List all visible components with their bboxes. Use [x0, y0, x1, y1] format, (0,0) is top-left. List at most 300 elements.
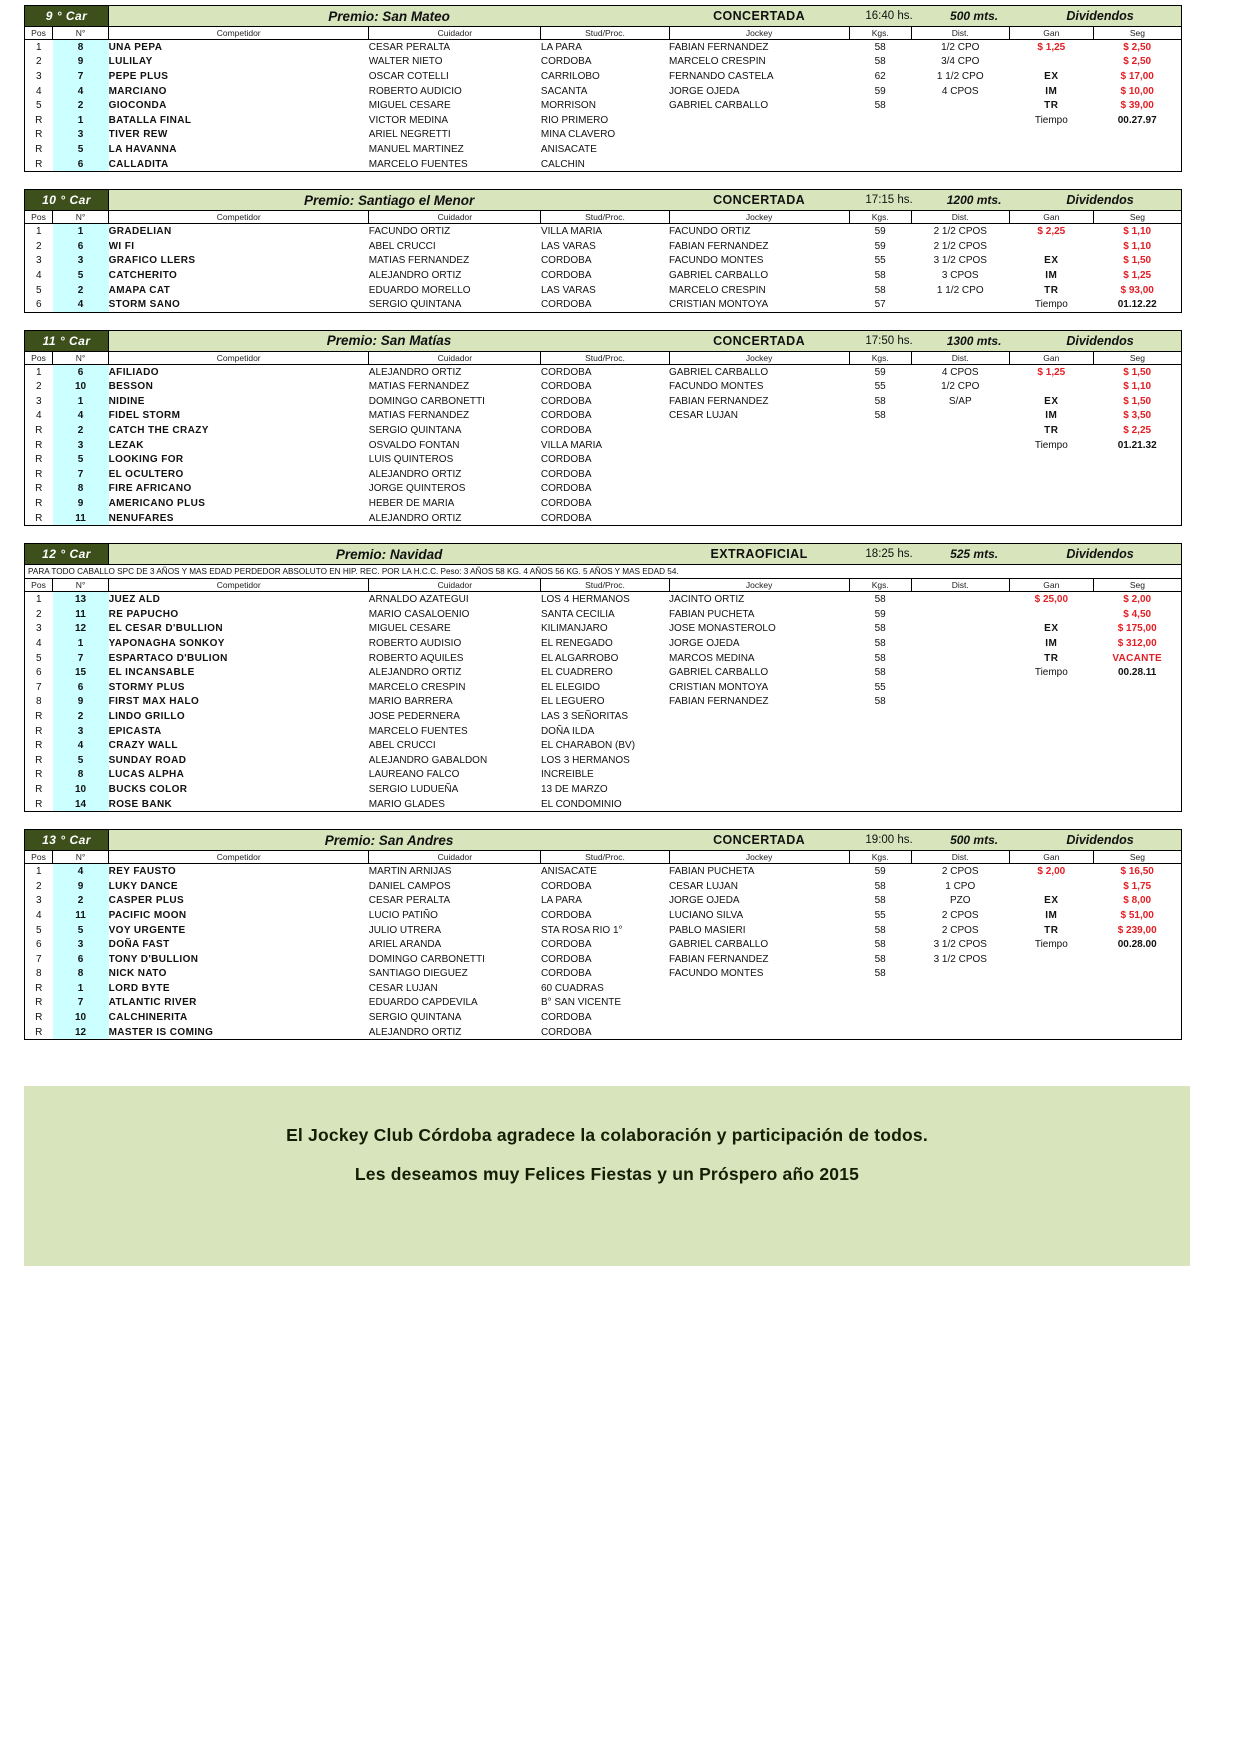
- column-header: Cuidador: [369, 851, 541, 864]
- jockey-cell: [669, 467, 849, 482]
- trainer-cell: EDUARDO CAPDEVILA: [368, 997, 478, 1009]
- weight-cell: 59: [874, 85, 886, 97]
- jockey-cell: [669, 511, 849, 526]
- stud-cell: MORRISON: [540, 100, 596, 112]
- column-header: Dist.: [911, 211, 1009, 224]
- gan-dividend-cell: IM: [1045, 85, 1058, 97]
- pos-cell: R: [35, 468, 43, 480]
- trainer-cell: MATIAS FERNANDEZ: [368, 410, 470, 422]
- horse-name-cell: MASTER IS COMING: [108, 1026, 214, 1038]
- race-conditions-note: PARA TODO CABALLO SPC DE 3 AÑOS Y MAS EDAD PERDEDOR ABSOLUTO EN HIP. REC. POR LA H.C.C. Peso: 3 AÑOS 58 KG. 4 AÑOS 56 KG. 5 AÑOS Y MAS EDAD 54.: [25, 565, 1182, 579]
- trainer-cell: DANIEL CAMPOS: [368, 880, 451, 892]
- jockey-cell: [669, 157, 849, 172]
- result-row: [25, 738, 1182, 753]
- result-row: [25, 709, 1182, 724]
- horse-number-cell: 3: [53, 937, 109, 952]
- race-tables-container: [24, 5, 1240, 1040]
- horse-name-cell: NICK NATO: [108, 968, 167, 980]
- weight-cell: [849, 482, 911, 497]
- jockey-cell: JACINTO ORTIZ: [669, 594, 745, 606]
- pos-cell: 7: [35, 681, 42, 693]
- race-table-11: [24, 330, 1182, 527]
- gan-dividend-cell: [1009, 482, 1093, 497]
- pos-cell: R: [35, 754, 43, 766]
- column-header: Seg: [1093, 579, 1181, 592]
- result-row: [25, 438, 1182, 453]
- seg-dividend-cell: [1093, 695, 1181, 710]
- weight-cell: 58: [874, 284, 886, 296]
- stud-cell: CORDOBA: [540, 410, 592, 422]
- gan-dividend-cell: IM: [1045, 638, 1058, 650]
- margin-cell: 3 1/2 CPOS: [933, 255, 987, 267]
- horse-number-cell: 2: [53, 283, 109, 298]
- stud-cell: CORDOBA: [540, 953, 592, 965]
- pos-cell: 1: [35, 866, 42, 878]
- jockey-cell: [669, 768, 849, 783]
- gan-dividend-cell: [1009, 1010, 1093, 1025]
- trainer-cell: ALEJANDRO ORTIZ: [368, 366, 462, 378]
- weight-cell: [849, 423, 911, 438]
- weight-cell: 62: [874, 70, 886, 82]
- pos-cell: R: [35, 454, 43, 466]
- weight-cell: 58: [874, 410, 886, 422]
- stud-cell: EL ALGARROBO: [540, 652, 619, 664]
- pos-cell: 2: [35, 880, 42, 892]
- column-header: N°: [53, 27, 109, 40]
- pos-cell: 3: [35, 255, 42, 267]
- trainer-cell: ROBERTO AQUILES: [368, 652, 464, 664]
- seg-dividend-cell: [1093, 768, 1181, 783]
- weight-cell: [849, 797, 911, 812]
- result-row: [25, 864, 1182, 879]
- result-row: [25, 40, 1182, 55]
- result-row: [25, 113, 1182, 128]
- jockey-cell: JORGE OJEDA: [669, 895, 740, 907]
- result-row: [25, 724, 1182, 739]
- trainer-cell: ROBERTO AUDISIO: [368, 638, 462, 650]
- horse-name-cell: FIDEL STORM: [108, 410, 181, 422]
- weight-cell: 58: [874, 895, 886, 907]
- horse-name-cell: TONY D'BULLION: [108, 953, 199, 965]
- trainer-cell: ALEJANDRO GABALDON: [368, 754, 488, 766]
- gan-dividend-cell: [1009, 753, 1093, 768]
- stud-cell: VILLA MARIA: [540, 226, 603, 238]
- race-header-band: [109, 330, 1182, 351]
- column-header-row: [25, 351, 1182, 364]
- pos-cell: 4: [35, 638, 42, 650]
- result-row: [25, 467, 1182, 482]
- stud-cell: EL CUADRERO: [540, 667, 613, 679]
- jockey-cell: FABIAN FERNANDEZ: [669, 696, 769, 708]
- premio-title: Premio: San Mateo: [328, 8, 450, 24]
- gan-dividend-cell: EX: [1044, 255, 1059, 267]
- jockey-cell: [669, 753, 849, 768]
- trainer-cell: MIGUEL CESARE: [368, 623, 451, 635]
- horse-number-cell: 7: [53, 996, 109, 1011]
- gan-dividend-cell: [1009, 768, 1093, 783]
- margin-cell: 1 1/2 CPO: [936, 70, 984, 82]
- margin-cell: 2 CPOS: [941, 866, 979, 878]
- seg-dividend-cell: [1093, 738, 1181, 753]
- seg-dividend-cell: $ 93,00: [1120, 284, 1154, 296]
- pos-cell: 7: [35, 953, 42, 965]
- weight-cell: [849, 753, 911, 768]
- stud-cell: SACANTA: [540, 85, 588, 97]
- stud-cell: CORDOBA: [540, 366, 592, 378]
- jockey-cell: FABIAN PUCHETA: [669, 608, 755, 620]
- stud-cell: CORDOBA: [540, 939, 592, 951]
- seg-dividend-cell: $ 312,00: [1117, 638, 1157, 650]
- gan-dividend-cell: Tiempo: [1034, 667, 1068, 679]
- trainer-cell: LUIS QUINTEROS: [368, 454, 454, 466]
- jockey-cell: CRISTIAN MONTOYA: [669, 681, 769, 693]
- jockey-cell: LUCIANO SILVA: [669, 909, 744, 921]
- margin-cell: [911, 467, 1009, 482]
- pos-cell: R: [35, 710, 43, 722]
- gan-dividend-cell: [1009, 981, 1093, 996]
- race-table-body: [25, 544, 1182, 812]
- weight-cell: 58: [874, 638, 886, 650]
- jockey-cell: [669, 423, 849, 438]
- gan-dividend-cell: [1009, 680, 1093, 695]
- horse-name-cell: GIOCONDA: [108, 100, 167, 112]
- result-row: [25, 268, 1182, 283]
- weight-cell: [849, 738, 911, 753]
- race-table-12: [24, 543, 1182, 812]
- stud-cell: CORDOBA: [540, 1012, 592, 1024]
- trainer-cell: ARIEL ARANDA: [368, 939, 442, 951]
- race-header-row: [25, 330, 1182, 351]
- gan-dividend-cell: EX: [1044, 623, 1059, 635]
- weight-cell: 58: [874, 667, 886, 679]
- weight-cell: 58: [874, 968, 886, 980]
- pos-cell: 4: [35, 269, 42, 281]
- jockey-cell: [669, 981, 849, 996]
- weight-cell: 55: [874, 255, 886, 267]
- horse-name-cell: RE PAPUCHO: [108, 608, 179, 620]
- seg-dividend-cell: 00.28.00: [1117, 939, 1157, 951]
- seg-dividend-cell: $ 1,10: [1123, 381, 1152, 393]
- seg-dividend-cell: $ 1,50: [1123, 395, 1152, 407]
- race-table-body: [25, 830, 1182, 1040]
- trainer-cell: MARIO GLADES: [368, 798, 445, 810]
- jockey-cell: FABIAN FERNANDEZ: [669, 41, 769, 53]
- horse-number-cell: 5: [53, 142, 109, 157]
- column-header-row: [25, 851, 1182, 864]
- trainer-cell: MATIAS FERNANDEZ: [368, 255, 470, 267]
- premio-title: Premio: San Matías: [326, 333, 452, 349]
- horse-name-cell: LEZAK: [108, 439, 144, 451]
- seg-dividend-cell: [1093, 142, 1181, 157]
- horse-name-cell: EPICASTA: [108, 725, 162, 737]
- column-header: Seg: [1093, 351, 1181, 364]
- trainer-cell: MARIO BARRERA: [368, 696, 453, 708]
- pos-cell: R: [35, 143, 43, 155]
- result-row: [25, 511, 1182, 526]
- margin-cell: 2 CPOS: [941, 924, 979, 936]
- column-header: Pos: [25, 27, 53, 40]
- race-header-band: [109, 6, 1182, 27]
- race-table-10: [24, 189, 1182, 313]
- gan-dividend-cell: [1009, 996, 1093, 1011]
- trainer-cell: MARCELO CRESPIN: [368, 681, 466, 693]
- column-header: Kgs.: [849, 851, 911, 864]
- race-header-row: [25, 544, 1182, 565]
- horse-number-cell: 2: [53, 98, 109, 113]
- dividendos-header: Dividendos: [1066, 333, 1134, 348]
- seg-dividend-cell: 00.27.97: [1117, 114, 1157, 126]
- column-header: Stud/Proc.: [541, 351, 669, 364]
- result-row: [25, 981, 1182, 996]
- margin-cell: 4 CPOS: [941, 366, 979, 378]
- race-header-row: [25, 6, 1182, 27]
- horse-number-cell: 5: [53, 923, 109, 938]
- column-header: Competidor: [109, 579, 369, 592]
- weight-cell: [849, 467, 911, 482]
- result-row: [25, 496, 1182, 511]
- weight-cell: 58: [874, 652, 886, 664]
- margin-cell: [911, 511, 1009, 526]
- jockey-cell: FACUNDO MONTES: [669, 381, 764, 393]
- gan-dividend-cell: $ 25,00: [1034, 594, 1069, 606]
- horse-number-cell: 6: [53, 680, 109, 695]
- seg-dividend-cell: $ 16,50: [1120, 866, 1154, 878]
- horse-number-cell: 9: [53, 496, 109, 511]
- horse-number-cell: 13: [53, 592, 109, 607]
- pos-cell: 6: [35, 299, 42, 311]
- horse-name-cell: CATCHERITO: [108, 269, 178, 281]
- column-header-row: [25, 27, 1182, 40]
- result-row: [25, 782, 1182, 797]
- jockey-cell: MARCELO CRESPIN: [669, 56, 766, 68]
- horse-name-cell: BESSON: [108, 381, 154, 393]
- column-header: Seg: [1093, 211, 1181, 224]
- horse-name-cell: LUCAS ALPHA: [108, 769, 185, 781]
- seg-dividend-cell: $ 2,00: [1123, 594, 1152, 606]
- column-header: Cuidador: [369, 211, 541, 224]
- seg-dividend-cell: [1093, 496, 1181, 511]
- gan-dividend-cell: $ 2,25: [1037, 226, 1066, 238]
- horse-name-cell: FIRST MAX HALO: [108, 696, 200, 708]
- horse-name-cell: EL OCULTERO: [108, 468, 184, 480]
- result-row: [25, 394, 1182, 409]
- seg-dividend-cell: $ 3,50: [1123, 410, 1152, 422]
- stud-cell: CORDOBA: [540, 454, 592, 466]
- gan-dividend-cell: TR: [1044, 100, 1059, 112]
- result-row: [25, 423, 1182, 438]
- result-row: [25, 894, 1182, 909]
- trainer-cell: MARTIN ARNIJAS: [368, 866, 452, 878]
- jockey-cell: GABRIEL CARBALLO: [669, 100, 769, 112]
- column-header: Gan: [1009, 851, 1093, 864]
- race-table-body: [25, 190, 1182, 313]
- race-number-label: 10 ° Car: [25, 190, 109, 211]
- stud-cell: VILLA MARIA: [540, 439, 603, 451]
- result-row: [25, 665, 1182, 680]
- weight-cell: [849, 1025, 911, 1040]
- gan-dividend-cell: [1009, 55, 1093, 70]
- seg-dividend-cell: $ 239,00: [1117, 924, 1157, 936]
- weight-cell: [849, 782, 911, 797]
- margin-cell: [911, 782, 1009, 797]
- seg-dividend-cell: [1093, 452, 1181, 467]
- jockey-cell: FABIAN FERNANDEZ: [669, 953, 769, 965]
- horse-number-cell: 11: [53, 908, 109, 923]
- result-row: [25, 768, 1182, 783]
- jockey-cell: [669, 709, 849, 724]
- horse-name-cell: STORM SANO: [108, 299, 181, 311]
- result-row: [25, 157, 1182, 172]
- trainer-cell: DOMINGO CARBONETTI: [368, 395, 485, 407]
- trainer-cell: LUCIO PATIÑO: [368, 909, 438, 921]
- pos-cell: 4: [35, 85, 42, 97]
- pos-cell: R: [35, 158, 43, 170]
- trainer-cell: ALEJANDRO ORTIZ: [368, 1026, 462, 1038]
- horse-name-cell: BATALLA FINAL: [108, 114, 192, 126]
- margin-cell: [911, 452, 1009, 467]
- gan-dividend-cell: [1009, 797, 1093, 812]
- seg-dividend-cell: $ 175,00: [1117, 623, 1157, 635]
- horse-name-cell: FIRE AFRICANO: [108, 483, 192, 495]
- seg-dividend-cell: $ 2,50: [1123, 41, 1152, 53]
- margin-cell: 3 1/2 CPOS: [933, 939, 987, 951]
- margin-cell: [911, 981, 1009, 996]
- horse-name-cell: LINDO GRILLO: [108, 710, 186, 722]
- horse-number-cell: 9: [53, 695, 109, 710]
- column-header: Pos: [25, 211, 53, 224]
- stud-cell: LOS 4 HERMANOS: [540, 594, 630, 606]
- result-row: [25, 952, 1182, 967]
- margin-cell: [911, 709, 1009, 724]
- stud-cell: CORDOBA: [540, 269, 592, 281]
- margin-cell: [911, 651, 1009, 666]
- trainer-cell: MARCELO FUENTES: [368, 158, 468, 170]
- gan-dividend-cell: [1009, 1025, 1093, 1040]
- trainer-cell: EDUARDO MORELLO: [368, 284, 471, 296]
- margin-cell: [911, 438, 1009, 453]
- seg-dividend-cell: $ 1,75: [1123, 880, 1152, 892]
- seg-dividend-cell: $ 1,25: [1123, 269, 1152, 281]
- pos-cell: 1: [35, 41, 42, 53]
- horse-name-cell: SUNDAY ROAD: [108, 754, 187, 766]
- stud-cell: 13 DE MARZO: [540, 783, 608, 795]
- jockey-cell: [669, 128, 849, 143]
- horse-number-cell: 3: [53, 254, 109, 269]
- horse-name-cell: GRAFICO LLERS: [108, 255, 196, 267]
- jockey-cell: FABIAN FERNANDEZ: [669, 395, 769, 407]
- seg-dividend-cell: [1093, 1025, 1181, 1040]
- race-table-13: [24, 829, 1182, 1040]
- jockey-cell: [669, 1010, 849, 1025]
- gan-dividend-cell: [1009, 724, 1093, 739]
- column-header: Jockey: [669, 351, 849, 364]
- result-row: [25, 753, 1182, 768]
- gan-dividend-cell: [1009, 709, 1093, 724]
- column-header-row: [25, 579, 1182, 592]
- race-header-band-flex: [109, 331, 1181, 351]
- trainer-cell: CESAR PERALTA: [368, 41, 451, 53]
- horse-name-cell: PACIFIC MOON: [108, 909, 187, 921]
- margin-cell: [911, 665, 1009, 680]
- weight-cell: [849, 452, 911, 467]
- pos-cell: 8: [35, 968, 42, 980]
- horse-number-cell: 9: [53, 55, 109, 70]
- weight-cell: 58: [874, 269, 886, 281]
- column-header: Gan: [1009, 27, 1093, 40]
- premio-title: Premio: San Andres: [324, 832, 454, 848]
- weight-cell: 58: [874, 395, 886, 407]
- trainer-cell: ALEJANDRO ORTIZ: [368, 468, 462, 480]
- premio-title: Premio: Santiago el Menor: [303, 192, 475, 208]
- margin-cell: [911, 98, 1009, 113]
- trainer-cell: JOSE PEDERNERA: [368, 710, 460, 722]
- gan-dividend-cell: TR: [1044, 284, 1059, 296]
- horse-name-cell: MARCIANO: [108, 85, 167, 97]
- horse-number-cell: 4: [53, 297, 109, 312]
- result-row: [25, 1025, 1182, 1040]
- jockey-cell: PABLO MASIERI: [669, 924, 746, 936]
- seg-dividend-cell: [1093, 709, 1181, 724]
- stud-cell: EL CONDOMINIO: [540, 798, 622, 810]
- weight-cell: [849, 438, 911, 453]
- gan-dividend-cell: $ 2,00: [1037, 866, 1066, 878]
- weight-cell: 58: [874, 939, 886, 951]
- pos-cell: R: [35, 114, 43, 126]
- weight-cell: [849, 128, 911, 143]
- seg-dividend-cell: [1093, 724, 1181, 739]
- pos-cell: R: [35, 740, 43, 752]
- margin-cell: 1 1/2 CPO: [936, 284, 984, 296]
- seg-dividend-cell: $ 17,00: [1120, 70, 1154, 82]
- trainer-cell: MANUEL MARTINEZ: [368, 143, 464, 155]
- stud-cell: CORDOBA: [540, 299, 592, 311]
- trainer-cell: ALEJANDRO ORTIZ: [368, 512, 462, 524]
- stud-cell: CORDOBA: [540, 1026, 592, 1038]
- weight-cell: 58: [874, 594, 886, 606]
- trainer-cell: FACUNDO ORTIZ: [368, 226, 451, 238]
- column-header: Cuidador: [369, 579, 541, 592]
- race-time-label: 17:50 hs.: [865, 334, 913, 347]
- jockey-cell: CESAR LUJAN: [669, 410, 738, 422]
- gan-dividend-cell: [1009, 967, 1093, 982]
- jockey-cell: [669, 496, 849, 511]
- horse-number-cell: 12: [53, 1025, 109, 1040]
- race-time-label: 17:15 hs.: [865, 194, 913, 207]
- horse-name-cell: EL CESAR D'BULLION: [108, 623, 223, 635]
- pos-cell: 5: [35, 924, 42, 936]
- margin-cell: [911, 1025, 1009, 1040]
- column-header: N°: [53, 579, 109, 592]
- pos-cell: 5: [35, 100, 42, 112]
- seg-dividend-cell: [1093, 996, 1181, 1011]
- gan-dividend-cell: TR: [1044, 924, 1059, 936]
- result-row: [25, 364, 1182, 379]
- trainer-cell: SERGIO QUINTANA: [368, 299, 462, 311]
- column-header: Stud/Proc.: [541, 211, 669, 224]
- seg-dividend-cell: $ 1,50: [1123, 255, 1152, 267]
- horse-number-cell: 7: [53, 467, 109, 482]
- horse-name-cell: TIVER REW: [108, 129, 168, 141]
- horse-name-cell: NENUFARES: [108, 512, 174, 524]
- trainer-cell: WALTER NIETO: [368, 56, 443, 68]
- seg-dividend-cell: [1093, 1010, 1181, 1025]
- stud-cell: INCREIBLE: [540, 769, 594, 781]
- seg-dividend-cell: [1093, 128, 1181, 143]
- stud-cell: DOÑA ILDA: [540, 725, 595, 737]
- horse-number-cell: 10: [53, 782, 109, 797]
- result-row: [25, 797, 1182, 812]
- margin-cell: [911, 592, 1009, 607]
